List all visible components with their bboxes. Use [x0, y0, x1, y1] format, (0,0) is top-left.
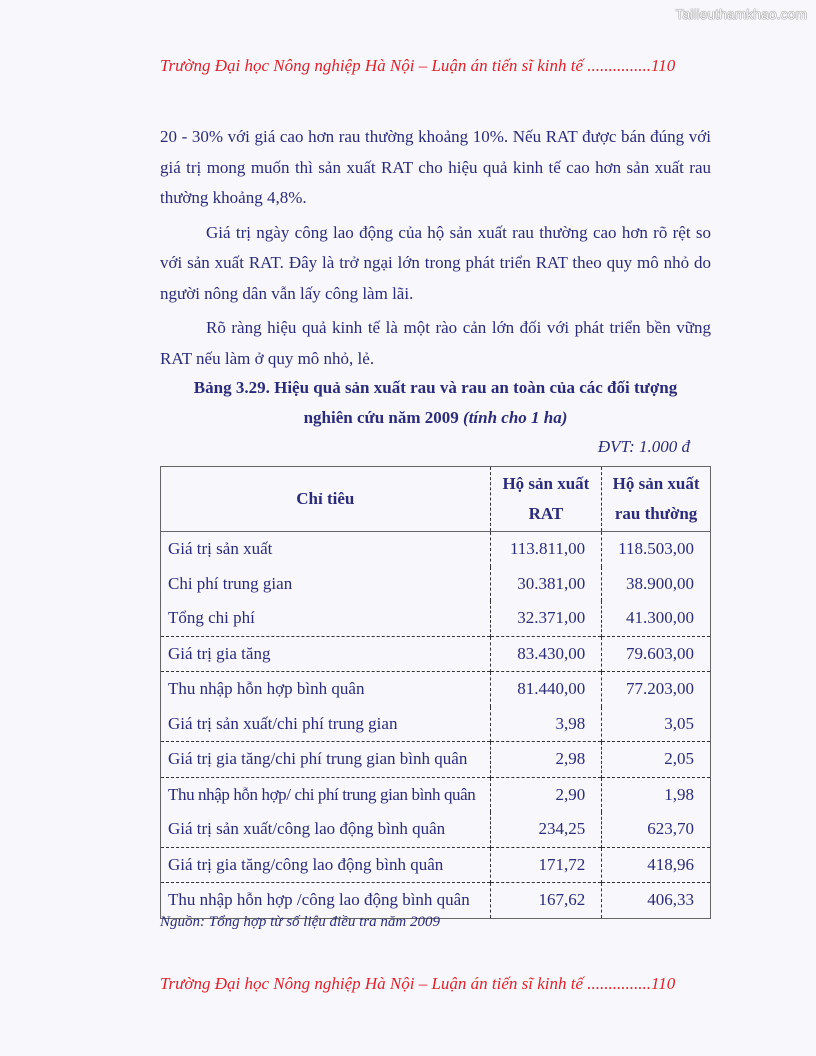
watermark: Tailieuthamkhao.com — [675, 6, 807, 22]
header-rat: Hộ sản xuất RAT — [490, 467, 602, 532]
table-row — [161, 847, 711, 883]
table-row — [161, 532, 711, 567]
row-regular-value: 118.503,00 — [602, 532, 711, 567]
row-label: Tổng chi phí — [161, 601, 491, 636]
table-row — [161, 601, 711, 636]
table-row — [161, 707, 711, 742]
row-regular-value: 406,33 — [602, 883, 711, 919]
row-label: Giá trị gia tăng/chi phí trung gian bình quân — [161, 742, 491, 778]
row-label: Thu nhập hỗn hợp/ chi phí trung gian bình quân — [161, 777, 491, 812]
table-caption-bold: nghiên cứu năm 2009 — [303, 408, 464, 427]
table-row — [161, 742, 711, 778]
header-regular: Hộ sản xuất rau thường — [602, 467, 711, 532]
running-header: Trường Đại học Nông nghiệp Hà Nội – Luận án tiến sĩ kinh tế ...............110 — [160, 56, 676, 75]
row-regular-value: 418,96 — [602, 847, 711, 883]
row-label: Giá trị gia tăng/công lao động bình quân — [161, 847, 491, 883]
table-row — [161, 636, 711, 672]
table-header-row — [161, 467, 711, 532]
table-caption-line1: Bảng 3.29. Hiệu quả sản xuất rau và rau an toàn của các đối tượng — [193, 378, 678, 397]
row-rat-value: 83.430,00 — [490, 636, 602, 672]
row-rat-value: 2,90 — [490, 777, 602, 812]
paragraph-2: Giá trị ngày công lao động của hộ sản xuất rau thường cao hơn rõ rệt so với sản xuất RAT. Đây là trở ngại lớn trong phát triển RAT theo quy mô nhỏ do người nông dân vẫn lấy công làm lãi. — [160, 222, 711, 303]
running-footer: Trường Đại học Nông nghiệp Hà Nội – Luận án tiến sĩ kinh tế ...............110 — [160, 974, 676, 993]
row-rat-value: 2,98 — [490, 742, 602, 778]
row-rat-value: 234,25 — [490, 812, 602, 847]
row-regular-value: 623,70 — [602, 812, 711, 847]
table-row — [161, 672, 711, 707]
row-label: Thu nhập hỗn hợp bình quân — [161, 672, 491, 707]
header-indicator: Chỉ tiêu — [161, 467, 491, 532]
row-rat-value: 81.440,00 — [490, 672, 602, 707]
row-regular-value: 79.603,00 — [602, 636, 711, 672]
table-row — [161, 777, 711, 812]
row-regular-value: 3,05 — [602, 707, 711, 742]
row-label: Giá trị sản xuất/chi phí trung gian — [161, 707, 491, 742]
row-regular-value: 41.300,00 — [602, 601, 711, 636]
row-label: Thu nhập hỗn hợp /công lao động bình quân — [161, 883, 491, 919]
table-caption-line2 — [160, 403, 711, 433]
row-rat-value: 113.811,00 — [490, 532, 602, 567]
row-regular-value: 2,05 — [602, 742, 711, 778]
row-rat-value: 30.381,00 — [490, 567, 602, 602]
row-label: Giá trị sản xuất — [161, 532, 491, 567]
paragraph-3: Rõ ràng hiệu quả kinh tế là một rào cản lớn đối với phát triển bền vững RAT nếu làm ở quy mô nhỏ, lẻ. — [160, 318, 711, 368]
row-label: Chi phí trung gian — [161, 567, 491, 602]
row-label: Giá trị sản xuất/công lao động bình quân — [161, 812, 491, 847]
table-caption-italic: (tính cho 1 ha) — [463, 408, 568, 427]
row-rat-value: 3,98 — [490, 707, 602, 742]
table-row — [161, 567, 711, 602]
efficiency-table — [160, 466, 711, 919]
table-row — [161, 883, 711, 919]
paragraph-1: 20 - 30% với giá cao hơn rau thường khoảng 10%. Nếu RAT được bán đúng với giá trị mong muốn thì sản xuất RAT cho hiệu quả kinh tế cao hơn sản xuất rau thường khoảng 4,8%. — [160, 127, 711, 207]
row-label: Giá trị gia tăng — [161, 636, 491, 672]
row-regular-value: 38.900,00 — [602, 567, 711, 602]
body-text — [160, 122, 711, 378]
source-note: Nguồn: Tổng hợp từ số liệu điều tra năm 2009 — [160, 914, 440, 930]
row-rat-value: 32.371,00 — [490, 601, 602, 636]
row-rat-value: 171,72 — [490, 847, 602, 883]
row-regular-value: 1,98 — [602, 777, 711, 812]
row-regular-value: 77.203,00 — [602, 672, 711, 707]
unit-label: ĐVT: 1.000 đ — [597, 437, 690, 456]
row-rat-value: 167,62 — [490, 883, 602, 919]
table-row — [161, 812, 711, 847]
table-caption — [160, 373, 711, 433]
